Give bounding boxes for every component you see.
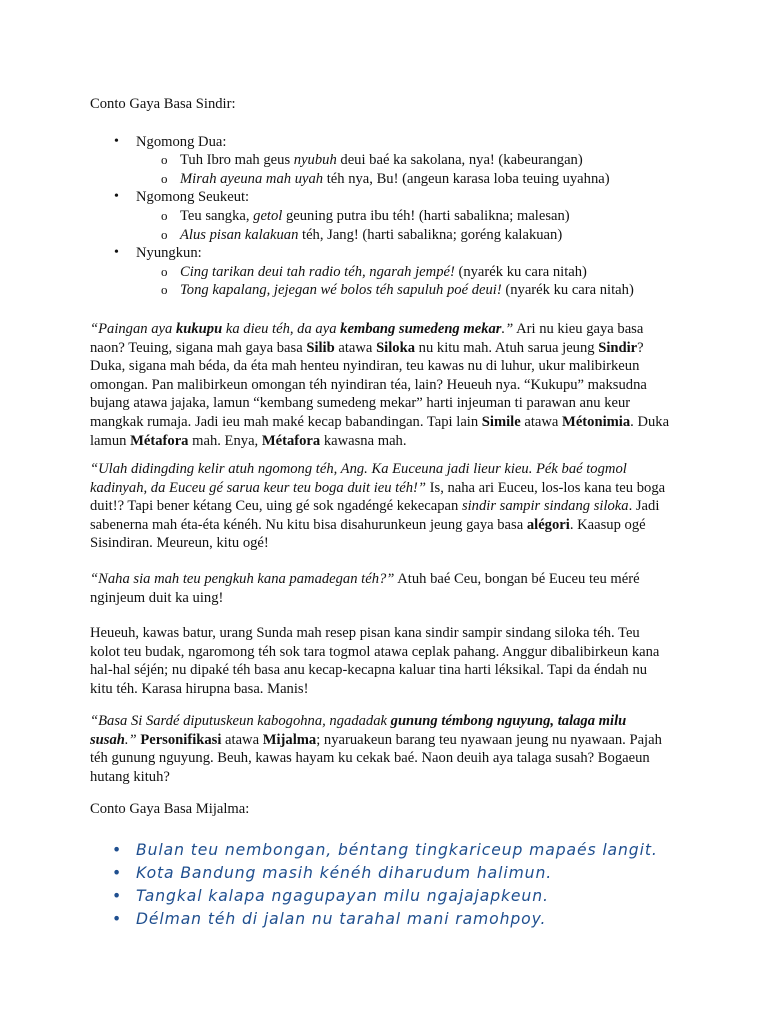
mijalma-list [90,839,730,931]
example-italic: getol [253,207,283,224]
term-bold: Simile [481,413,521,430]
quote-text: “Naha sia mah teu pengkuh kana pamadegan téh?” [90,571,395,587]
paragraph-sarde [90,712,670,786]
example-italic: Tong kapalang, jejegan wé bolos téh sapuluh poé deui! [180,282,502,299]
body-text: ? Duka, sigana mah béda, da éta mah henteu nyindiran, teu kawas nu di luhur, ukur malibirkeun omongan. Pan malibirkeun omongan téh nyindiran téa, lain? Heueuh nya. “Kukupu” maksudna bujang atawa jajaka, lamun “kembang sumedeng mekar” harti injeuman ti parawan anu keur mangkak rumaja. Jadi ieu mah maké kecap babandingan. Tapi lain [90,339,647,430]
paragraph-kukupu [90,320,670,450]
body-text: . Duka lamun [90,413,670,449]
term-bold: Mijalma [262,731,317,748]
body-text: nu kitu mah. Atuh sarua jeung [415,339,599,356]
term-bold: Personifikasi [140,731,222,748]
example-text: Tuh Ibro mah geus [180,152,294,169]
body-text: . Kaasup ogé Sisindiran. Meureun, kitu ogé! [90,516,646,552]
quote-text: ka dieu téh, da aya [222,321,341,337]
body-text: Is, naha ari Euceu, los-los kana teu boga duit!? Tapi bener kétang Ceu, uing gé sok ngadéngé kekecapan [90,479,666,515]
group-label: Ngomong Dua: [136,133,227,150]
mijalma-item: • Kota Bandung masih kénéh diharudum halimun. [90,862,730,885]
mijalma-item: • Tangkal kalapa ngagupayan milu ngajajapkeun. [90,885,730,908]
example-text: geuning putra ibu téh! (harti sabalikna; malesan) [282,207,570,224]
term-bold: Métafora [130,432,189,449]
example-item [136,207,670,226]
body-italic: sindir sampir sindang siloka [461,498,629,515]
term-bold: alégori [526,516,570,533]
quote-text: .” [124,731,137,748]
term-bold: Silib [306,339,335,356]
example-item [136,151,670,170]
paragraph-dingding [90,460,670,553]
term-bold: Sindir [598,339,638,356]
group-label: Ngomong Seukeut: [136,189,250,206]
sindir-list [90,133,670,300]
body-text: kawasna mah. [320,432,407,449]
example-item [136,170,670,189]
mijalma-item: • Délman téh di jalan nu tarahal mani ramohpoy. [90,908,730,931]
sindir-section [90,95,670,300]
example-italic: Alus pisan kalakuan [180,226,299,243]
body-text: atawa [221,731,263,748]
mijalma-item: • Bulan teu nembongan, béntang tingkariceup mapaés langit. [90,839,730,862]
body-text: atawa [334,339,377,356]
term-bold: Métafora [261,432,321,449]
mijalma-heading: Conto Gaya Basa Mijalma: [90,801,250,817]
example-list [136,263,670,300]
quote-text: .” [501,321,514,337]
paragraph-pengkuh [90,570,670,607]
example-item [136,226,670,245]
list-item [90,133,670,189]
quote-bold: kukupu [175,321,223,337]
example-text: (nyarék ku cara nitah) [501,282,634,299]
body-text: atawa [520,413,563,430]
body-text: mah. Enya, [188,432,262,449]
list-item [90,188,670,244]
example-list [136,207,670,244]
term-bold: Siloka [376,339,415,356]
example-text: deui baé ka sakolana, nya! (kabeurangan) [336,152,583,169]
quote-bold: kembang sumedeng mekar [340,321,502,337]
paragraph-sunda [90,624,670,698]
example-italic: Cing tarikan deui tah radio téh, ngarah jempé! [180,263,455,280]
body-text: Heueuh, kawas batur, urang Sunda mah resep pisan kana sindir sampir sindang siloka téh. Teu kolot teu budak, ngaromong téh sok tara togmol atawa ceplak pahang. Anggur dibalibirkeun kana hal-hal séjén; nu dipaké téh basa anu kecap-kecapna kaluar tina harti léksikal. Tapi da éndah nu kitu téh. Karasa hirupna basa. Manis! [90,625,660,697]
example-text: Teu sangka, [180,207,254,224]
sindir-heading: Conto Gaya Basa Sindir: [90,96,236,112]
body-text: Ari nu kieu gaya basa naon? Teuing, sigana mah gaya basa [90,321,644,356]
quote-text: “Paingan aya [90,321,176,337]
body-text: . Jadi sabenerna mah éta-éta kénéh. Nu kitu bisa disahurunkeun jeung gaya basa [90,498,660,533]
quote-text: “Ulah didingding kelir atuh ngomong téh, Ang. Ka Euceuna jadi lieur kieu. Pék baé togmol kadinyah, da Euceu gé sarua keur teu boga duit ieu téh!” [90,461,627,496]
example-text: (nyarék ku cara nitah) [454,263,587,280]
group-label: Nyungkun: [136,245,202,262]
example-text: téh nya, Bu! (angeun karasa loba teuing uyahna) [323,170,610,187]
example-item [136,281,670,300]
quote-text: “Basa Si Sardé diputuskeun kabogohna, ngadadak [90,713,391,729]
body-text: ; nyaruakeun barang teu nyawaan jeung nu nyawaan. Pajah téh gunung nguyung. Beuh, kawas hayam ku cekak baé. Naon deuih aya talaga susah? Bogaeun hutang kituh? [90,731,662,785]
example-text: téh, Jang! (harti sabalikna; goréng kalakuan) [298,226,563,243]
example-italic: Mirah ayeuna mah uyah [180,170,324,187]
example-item [136,263,670,282]
quote-bold: gunung témbong nguyung, talaga milu susah [90,713,627,748]
example-italic: nyubuh [293,152,337,169]
term-bold: Métonimia [562,413,631,430]
body-text: Atuh baé Ceu, bongan bé Euceu teu méré nginjeum duit ka uing! [90,571,640,606]
list-item [90,244,670,300]
example-list [136,151,670,188]
